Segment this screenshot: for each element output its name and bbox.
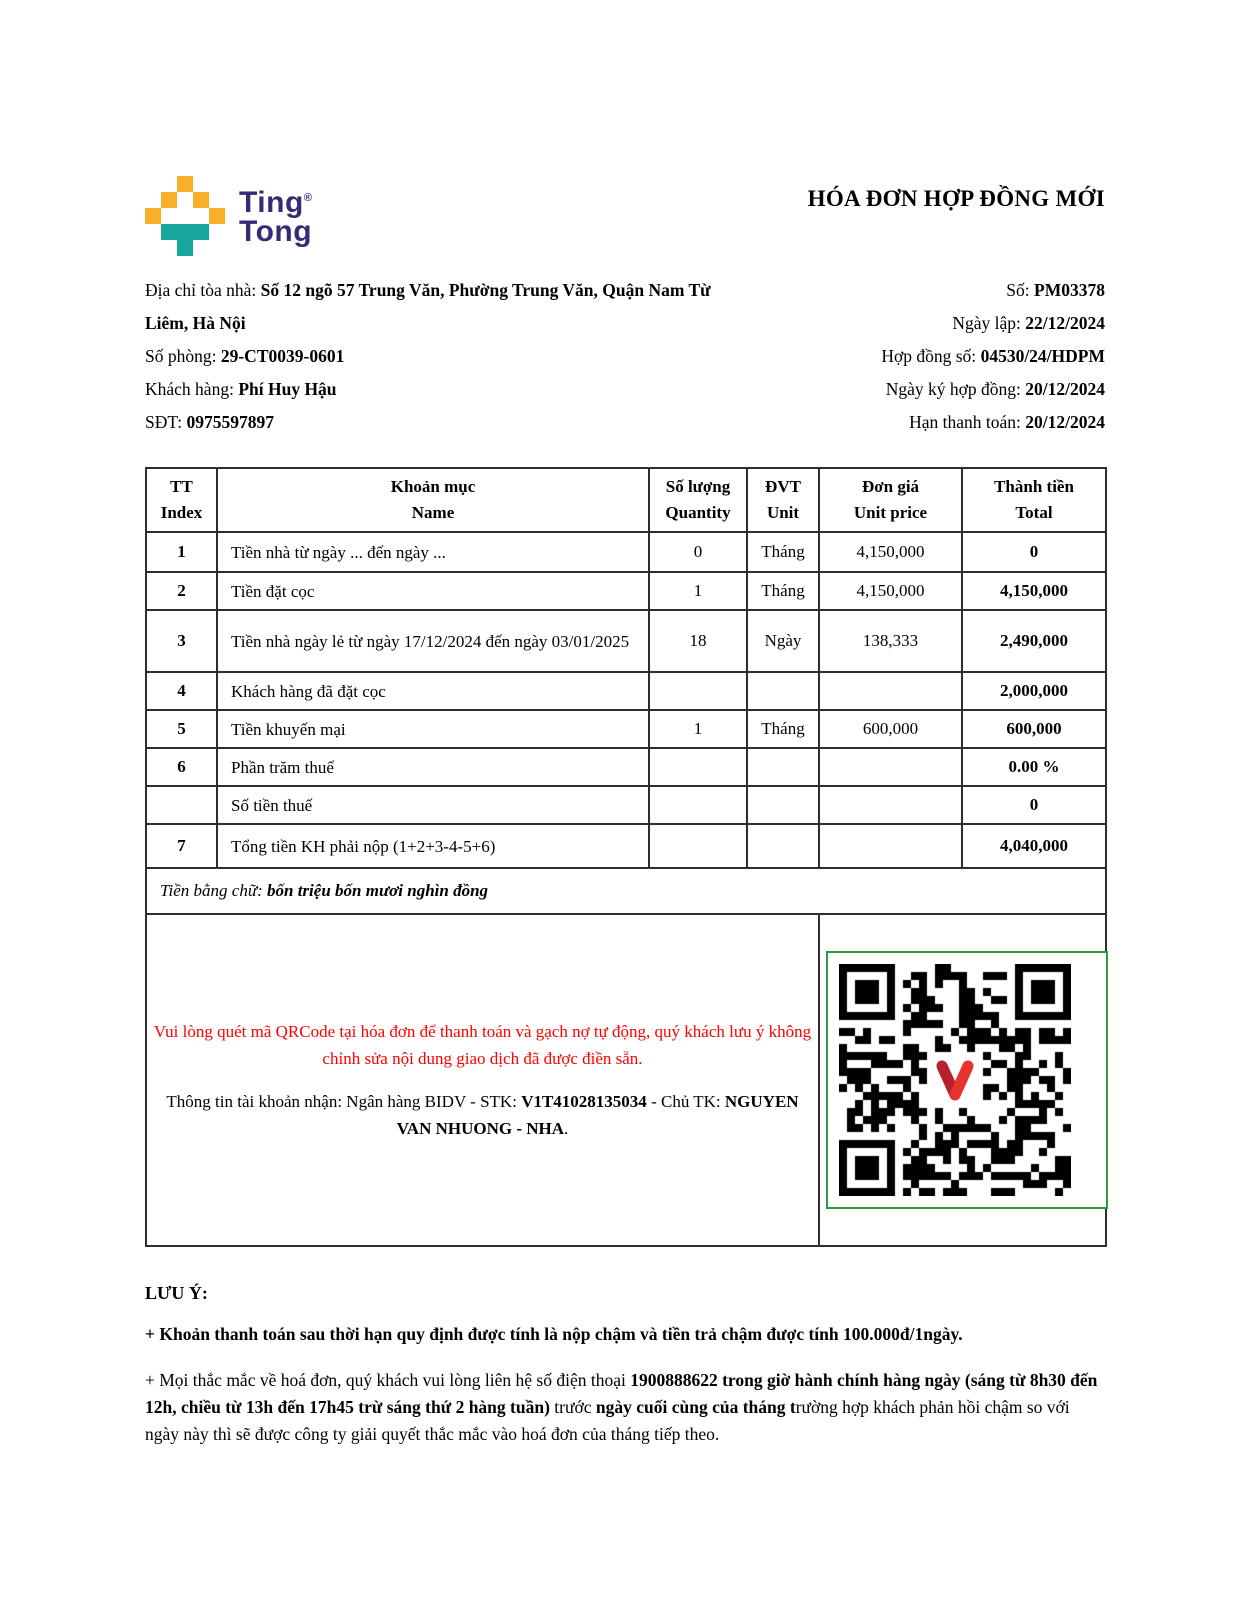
notes-section — [145, 1283, 1105, 1448]
table-header-row — [146, 468, 1106, 532]
table-row: 3 Tiền nhà ngày lẻ từ ngày 17/12/2024 đến ngày 03/01/2025 18 Ngày 138,333 2,490,000 — [146, 610, 1106, 672]
invoice-meta — [881, 274, 1105, 439]
payment-row — [146, 914, 1106, 1246]
table-row: Số tiền thuế 0 — [146, 786, 1106, 824]
invoice-info — [145, 274, 1105, 439]
hotline-number: 1900888622 trong giờ hành chính hàng ngày (sáng từ 8h30 đến 12h, chiều từ 13h đến 17h45 trừ sáng thứ 2 hàng tuần) — [145, 1370, 1098, 1417]
issue-date: Ngày lập: 22/12/2024 — [952, 313, 1105, 333]
col-header-unit-price: Đơn giá Unit price — [819, 468, 962, 532]
contract-number: Hợp đồng số: 04530/24/HDPM — [881, 346, 1105, 366]
tingtong-logo-text — [239, 184, 312, 246]
amount-in-words-row — [146, 868, 1106, 914]
col-header-name: Khoản mục Name — [217, 468, 649, 532]
qr-warning-text: Vui lòng quét mã QRCode tại hóa đơn để thanh toán và gạch nợ tự động, quý khách lưu ý không chỉnh sửa nội dung giao dịch đã được điền sẵn. — [153, 1022, 812, 1068]
bank-account-info: Thông tin tài khoản nhận: Ngân hàng BIDV - STK: V1T41028135034 - Chủ TK: NGUYEN VAN NHUONG - NHA. — [166, 1092, 799, 1138]
notes-heading: LƯU Ý: — [145, 1283, 208, 1303]
table-row: 1 Tiền nhà từ ngày ... đến ngày ... 0 Tháng 4,150,000 0 — [146, 532, 1106, 572]
qr-cell — [819, 914, 1106, 1246]
col-header-index: TT Index — [146, 468, 217, 532]
col-header-unit: ĐVT Unit — [747, 468, 819, 532]
table-row: 5 Tiền khuyến mại 1 Tháng 600,000 600,000 — [146, 710, 1106, 748]
registered-mark: ® — [303, 192, 313, 204]
logo-line2: Tong — [239, 215, 313, 248]
table-row: 4 Khách hàng đã đặt cọc 2,000,000 — [146, 672, 1106, 710]
room-number: Số phòng: 29-CT0039-0601 — [145, 346, 345, 366]
payment-due-date: Hạn thanh toán: 20/12/2024 — [909, 412, 1105, 432]
table-row: 2 Tiền đặt cọc 1 Tháng 4,150,000 4,150,000 — [146, 572, 1106, 610]
header — [145, 176, 1105, 260]
logo-line1: Ting — [239, 186, 304, 219]
invoice-number: Số: PM03378 — [1006, 280, 1105, 300]
account-holder: NGUYEN VAN NHUONG - NHA — [396, 1092, 799, 1138]
late-payment-note: + Khoản thanh toán sau thời hạn quy định được tính là nộp chậm và tiền trả chậm được tính 100.000đ/1ngày. — [145, 1324, 963, 1344]
qr-code — [826, 951, 1108, 1209]
invoice-page — [145, 0, 1105, 1448]
invoice-table — [145, 467, 1107, 1247]
col-header-total: Thành tiền Total — [962, 468, 1106, 532]
vietqr-v-icon — [932, 1057, 978, 1103]
customer-info — [145, 274, 730, 439]
contract-sign-date: Ngày ký hợp đồng: 20/12/2024 — [885, 379, 1105, 399]
payment-instructions — [146, 914, 819, 1246]
table-row: 6 Phần trăm thuế 0.00 % — [146, 748, 1106, 786]
tingtong-logo-icon — [145, 176, 225, 256]
customer-name: Khách hàng: Phí Huy Hậu — [145, 379, 337, 399]
page-title: HÓA ĐƠN HỢP ĐỒNG MỚI — [807, 186, 1105, 211]
amount-in-words-label: Tiền bằng chữ: — [160, 881, 268, 900]
amount-in-words-value: bốn triệu bốn mươi nghìn đồng — [267, 881, 489, 900]
customer-phone: SĐT: 0975597897 — [145, 412, 274, 432]
contact-note: + Mọi thắc mắc về hoá đơn, quý khách vui lòng liên hệ số điện thoại 1900888622 trong giờ hành chính hàng ngày (sáng từ 8h30 đến 12h, chiều từ 13h đến 17h45 trừ sáng thứ 2 hàng tuần) trước ngày cuối cùng của tháng trường hợp khách phản hồi chậm so với ngày này thì sẽ được công ty giải quyết thắc mắc vào hoá đơn của tháng tiếp theo. — [145, 1370, 1098, 1444]
table-row-grand-total: 7 Tổng tiền KH phải nộp (1+2+3-4-5+6) 4,040,000 — [146, 824, 1106, 868]
building-address: Địa chỉ tòa nhà: Số 12 ngõ 57 Trung Văn, Phường Trung Văn, Quận Nam Từ Liêm, Hà Nội — [145, 280, 711, 333]
account-number: V1T41028135034 — [521, 1092, 647, 1111]
col-header-quantity: Số lượng Quantity — [649, 468, 747, 532]
